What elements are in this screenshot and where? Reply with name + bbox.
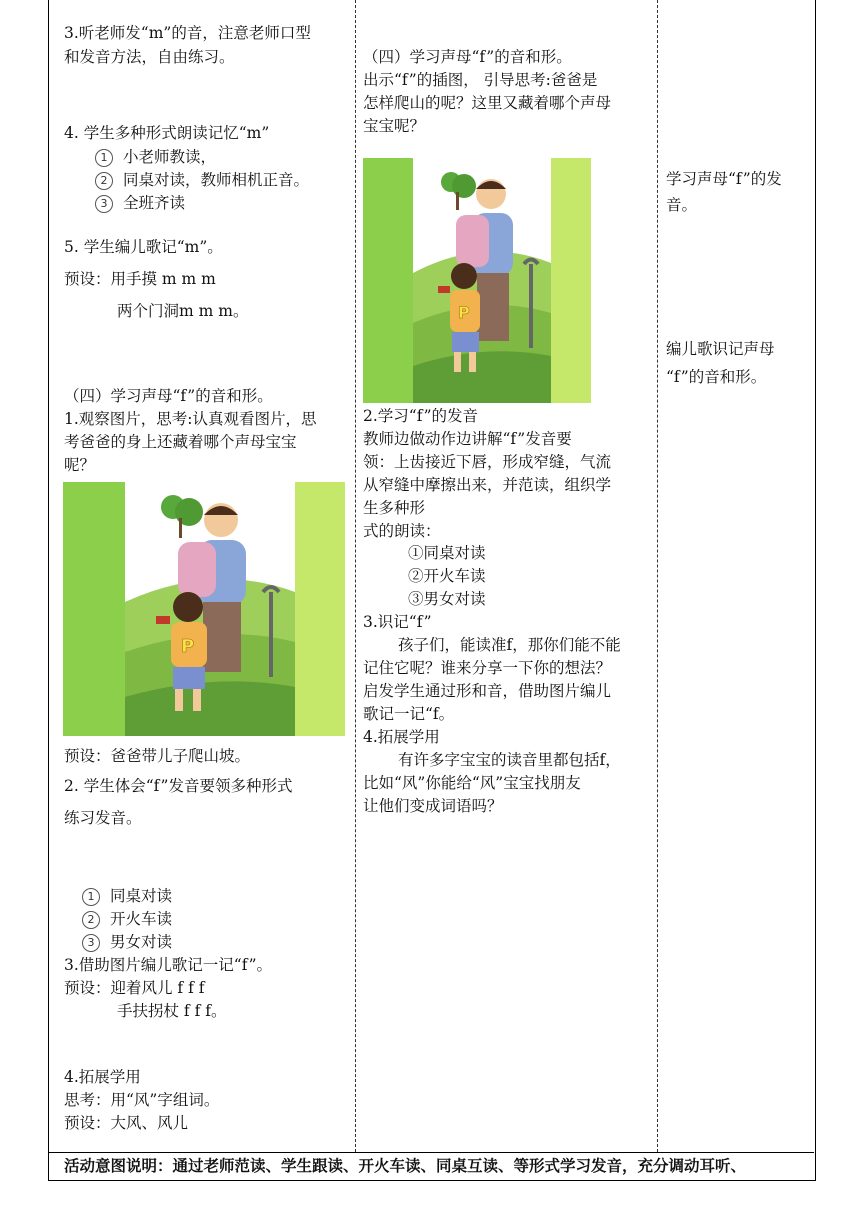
list-item-text: 小老师教读， xyxy=(123,148,217,166)
mid-line: 式的朗读： xyxy=(363,522,441,540)
mid-line: ②开火车读 xyxy=(408,567,486,585)
list-item xyxy=(95,192,185,214)
column-divider-2 xyxy=(657,0,658,1152)
mid-line: 让他们变成词语吗？ xyxy=(363,797,503,815)
left-line: 2. 学生体会“f”发音要领多种形式 xyxy=(64,777,293,795)
mid-line: 怎样爬山的呢？这里又藏着哪个声母 xyxy=(363,94,612,112)
left-line: 预设：用手摸 m m m xyxy=(64,270,216,288)
left-line: 4.拓展学用 xyxy=(64,1068,141,1086)
left-line: 手扶拐杖 f f f。 xyxy=(117,1002,227,1020)
list-item-text: 全班齐读 xyxy=(123,194,186,212)
illustration-father-son-climbing-small xyxy=(363,158,591,403)
left-line: 两个门洞m m m。 xyxy=(117,302,249,320)
mid-line: 孩子们，能读准f，那你们能不能 xyxy=(398,636,621,654)
circled-number: 1 xyxy=(95,149,113,167)
row-divider xyxy=(48,1152,814,1153)
left-line: 3.借助图片编儿歌记一记“f”。 xyxy=(64,956,273,974)
mid-line: 记住它呢？谁来分享一下你的想法？ xyxy=(363,659,612,677)
mid-line: 从窄缝中摩擦出来，并范读，组织学 xyxy=(363,476,612,494)
illustration-father-son-climbing xyxy=(63,482,345,736)
mid-line: 有许多字宝宝的读音里都包括f， xyxy=(398,751,621,769)
right-line: 音。 xyxy=(666,196,698,214)
circled-number: 1 xyxy=(82,888,100,906)
mid-line: 宝宝呢？ xyxy=(363,117,426,135)
left-line: 考爸爸的身上还藏着哪个声母宝宝 xyxy=(64,433,297,451)
mid-line: ①同桌对读 xyxy=(408,544,486,562)
list-item-text: 同桌对读，教师相机正音。 xyxy=(123,171,310,189)
father-son-illustration xyxy=(63,482,345,736)
mid-line: 教师边做动作边讲解“f”发音要 xyxy=(363,430,572,448)
right-line: 学习声母“f”的发 xyxy=(666,170,782,188)
left-line: 4. 学生多种形式朗读记忆“m” xyxy=(64,124,270,142)
list-item-text: 同桌对读 xyxy=(110,887,173,905)
left-line: 呢？ xyxy=(64,456,96,474)
left-line: 预设：大风、风儿 xyxy=(64,1114,189,1132)
left-line: 预设：迎着风儿 f f f xyxy=(64,979,205,997)
list-item xyxy=(95,169,309,191)
mid-line: 歌记一记“f。 xyxy=(363,705,455,723)
mid-line: 出示“f”的插图， 引导思考:爸爸是 xyxy=(363,71,598,89)
left-line: 预设：爸爸带儿子爬山坡。 xyxy=(64,747,251,765)
section-heading: （四）学习声母“f”的音和形。 xyxy=(64,387,273,405)
left-line: 3.听老师发“m”的音，注意老师口型 xyxy=(64,24,311,42)
left-line: 练习发音。 xyxy=(64,809,142,827)
circled-number: 3 xyxy=(95,195,113,213)
mid-line: 3.识记“f” xyxy=(363,613,432,631)
circled-number: 2 xyxy=(82,911,100,929)
svg-text:P: P xyxy=(458,303,470,322)
father-son-illustration xyxy=(363,158,591,403)
list-item-text: 开火车读 xyxy=(110,910,173,928)
svg-text:P: P xyxy=(181,636,195,657)
mid-line: 比如“风”你能给“风”宝宝找朋友 xyxy=(363,774,581,792)
left-line: 思考：用“风”字组词。 xyxy=(64,1091,220,1109)
mid-line: 启发学生通过形和音，借助图片编儿 xyxy=(363,682,612,700)
right-line: 编儿歌识记声母 xyxy=(666,340,775,358)
list-item xyxy=(82,908,172,930)
list-item xyxy=(95,146,216,168)
left-line: 5. 学生编儿歌记“m”。 xyxy=(64,238,223,256)
right-line: “f”的音和形。 xyxy=(666,368,767,386)
mid-line: 领：上齿接近下唇，形成窄缝，气流 xyxy=(363,453,612,471)
circled-number: 3 xyxy=(82,934,100,952)
mid-line: 生多种形 xyxy=(363,499,426,517)
mid-line: 2.学习“f”的发音 xyxy=(363,407,479,425)
activity-intent-note: 活动意图说明：通过老师范读、学生跟读、开火车读、同桌互读、等形式学习发音，充分调动耳听、 xyxy=(64,1156,747,1175)
mid-line: 4.拓展学用 xyxy=(363,728,440,746)
mid-line: ③男女对读 xyxy=(408,590,486,608)
list-item xyxy=(82,931,172,953)
list-item-text: 男女对读 xyxy=(110,933,173,951)
left-line: 和发音方法，自由练习。 xyxy=(64,48,235,66)
list-item xyxy=(82,885,172,907)
left-line: 1.观察图片，思考:认真观看图片，思 xyxy=(64,410,317,428)
circled-number: 2 xyxy=(95,172,113,190)
column-divider-1 xyxy=(355,0,356,1152)
section-heading: （四）学习声母“f”的音和形。 xyxy=(363,48,572,66)
